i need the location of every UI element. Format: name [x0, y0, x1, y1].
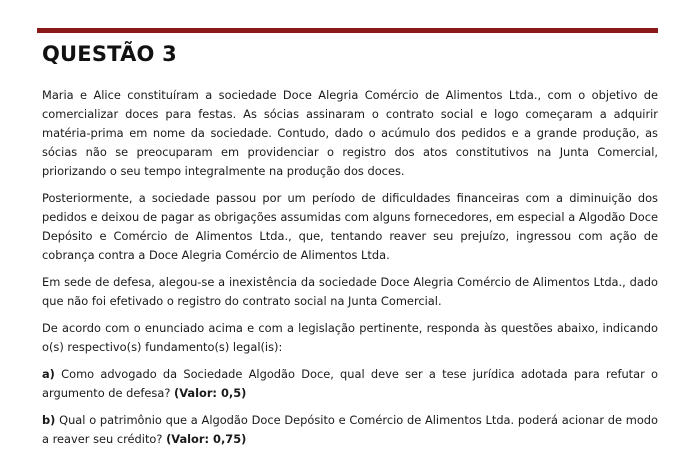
question-a-value: (Valor: 0,5) [174, 386, 247, 400]
question-a-text: Como advogado da Sociedade Algodão Doce, qual deve ser a tese jurídica adotada para refutar o argumento de defesa? [42, 367, 659, 400]
page-title: QUESTÃO 3 [42, 42, 177, 66]
question-a-label: a) [42, 367, 55, 381]
question-a [42, 365, 658, 403]
paragraph-1: Maria e Alice constituíram a sociedade Doce Alegria Comércio de Alimentos Ltda., com o objetivo de comercializar doces para festas. As sócias assinaram o contrato social e logo começaram a adquirir matéria-prima em nome da sociedade. Contudo, dado o acúmulo dos pedidos e a grande produção, as sócias não se preocuparam em providenciar o registro dos atos constitutivos na Junta Comercial, priorizando o seu tempo integralmente na produção dos doces. [42, 88, 658, 178]
paragraph-4: De acordo com o enunciado acima e com a legislação pertinente, responda às questões abaixo, indicando o(s) respectivo(s) fundamento(s) legal(is): [42, 321, 658, 354]
paragraph-3: Em sede de defesa, alegou-se a inexistência da sociedade Doce Alegria Comércio de Alimentos Ltda., dado que não foi efetivado o registro do contrato social na Junta Comercial. [42, 275, 658, 308]
question-b-text: Qual o patrimônio que a Algodão Doce Depósito e Comércio de Alimentos Ltda. poderá acionar de modo a reaver seu crédito? [42, 413, 659, 446]
question-b [42, 411, 658, 449]
document-body [42, 86, 658, 457]
paragraph-2: Posteriormente, a sociedade passou por um período de dificuldades financeiras com a diminuição dos pedidos e deixou de pagar as obrigações assumidas com alguns fornecedores, em especial a Algodão Doce Depósito e Comércio de Alimentos Ltda., que, tentando reaver seu prejuízo, ingressou com ação de cobrança contra a Doce Alegria Comércio de Alimentos Ltda. [42, 191, 658, 262]
question-b-value: (Valor: 0,75) [166, 432, 247, 446]
header-rule [37, 28, 658, 33]
question-b-label: b) [42, 413, 56, 427]
